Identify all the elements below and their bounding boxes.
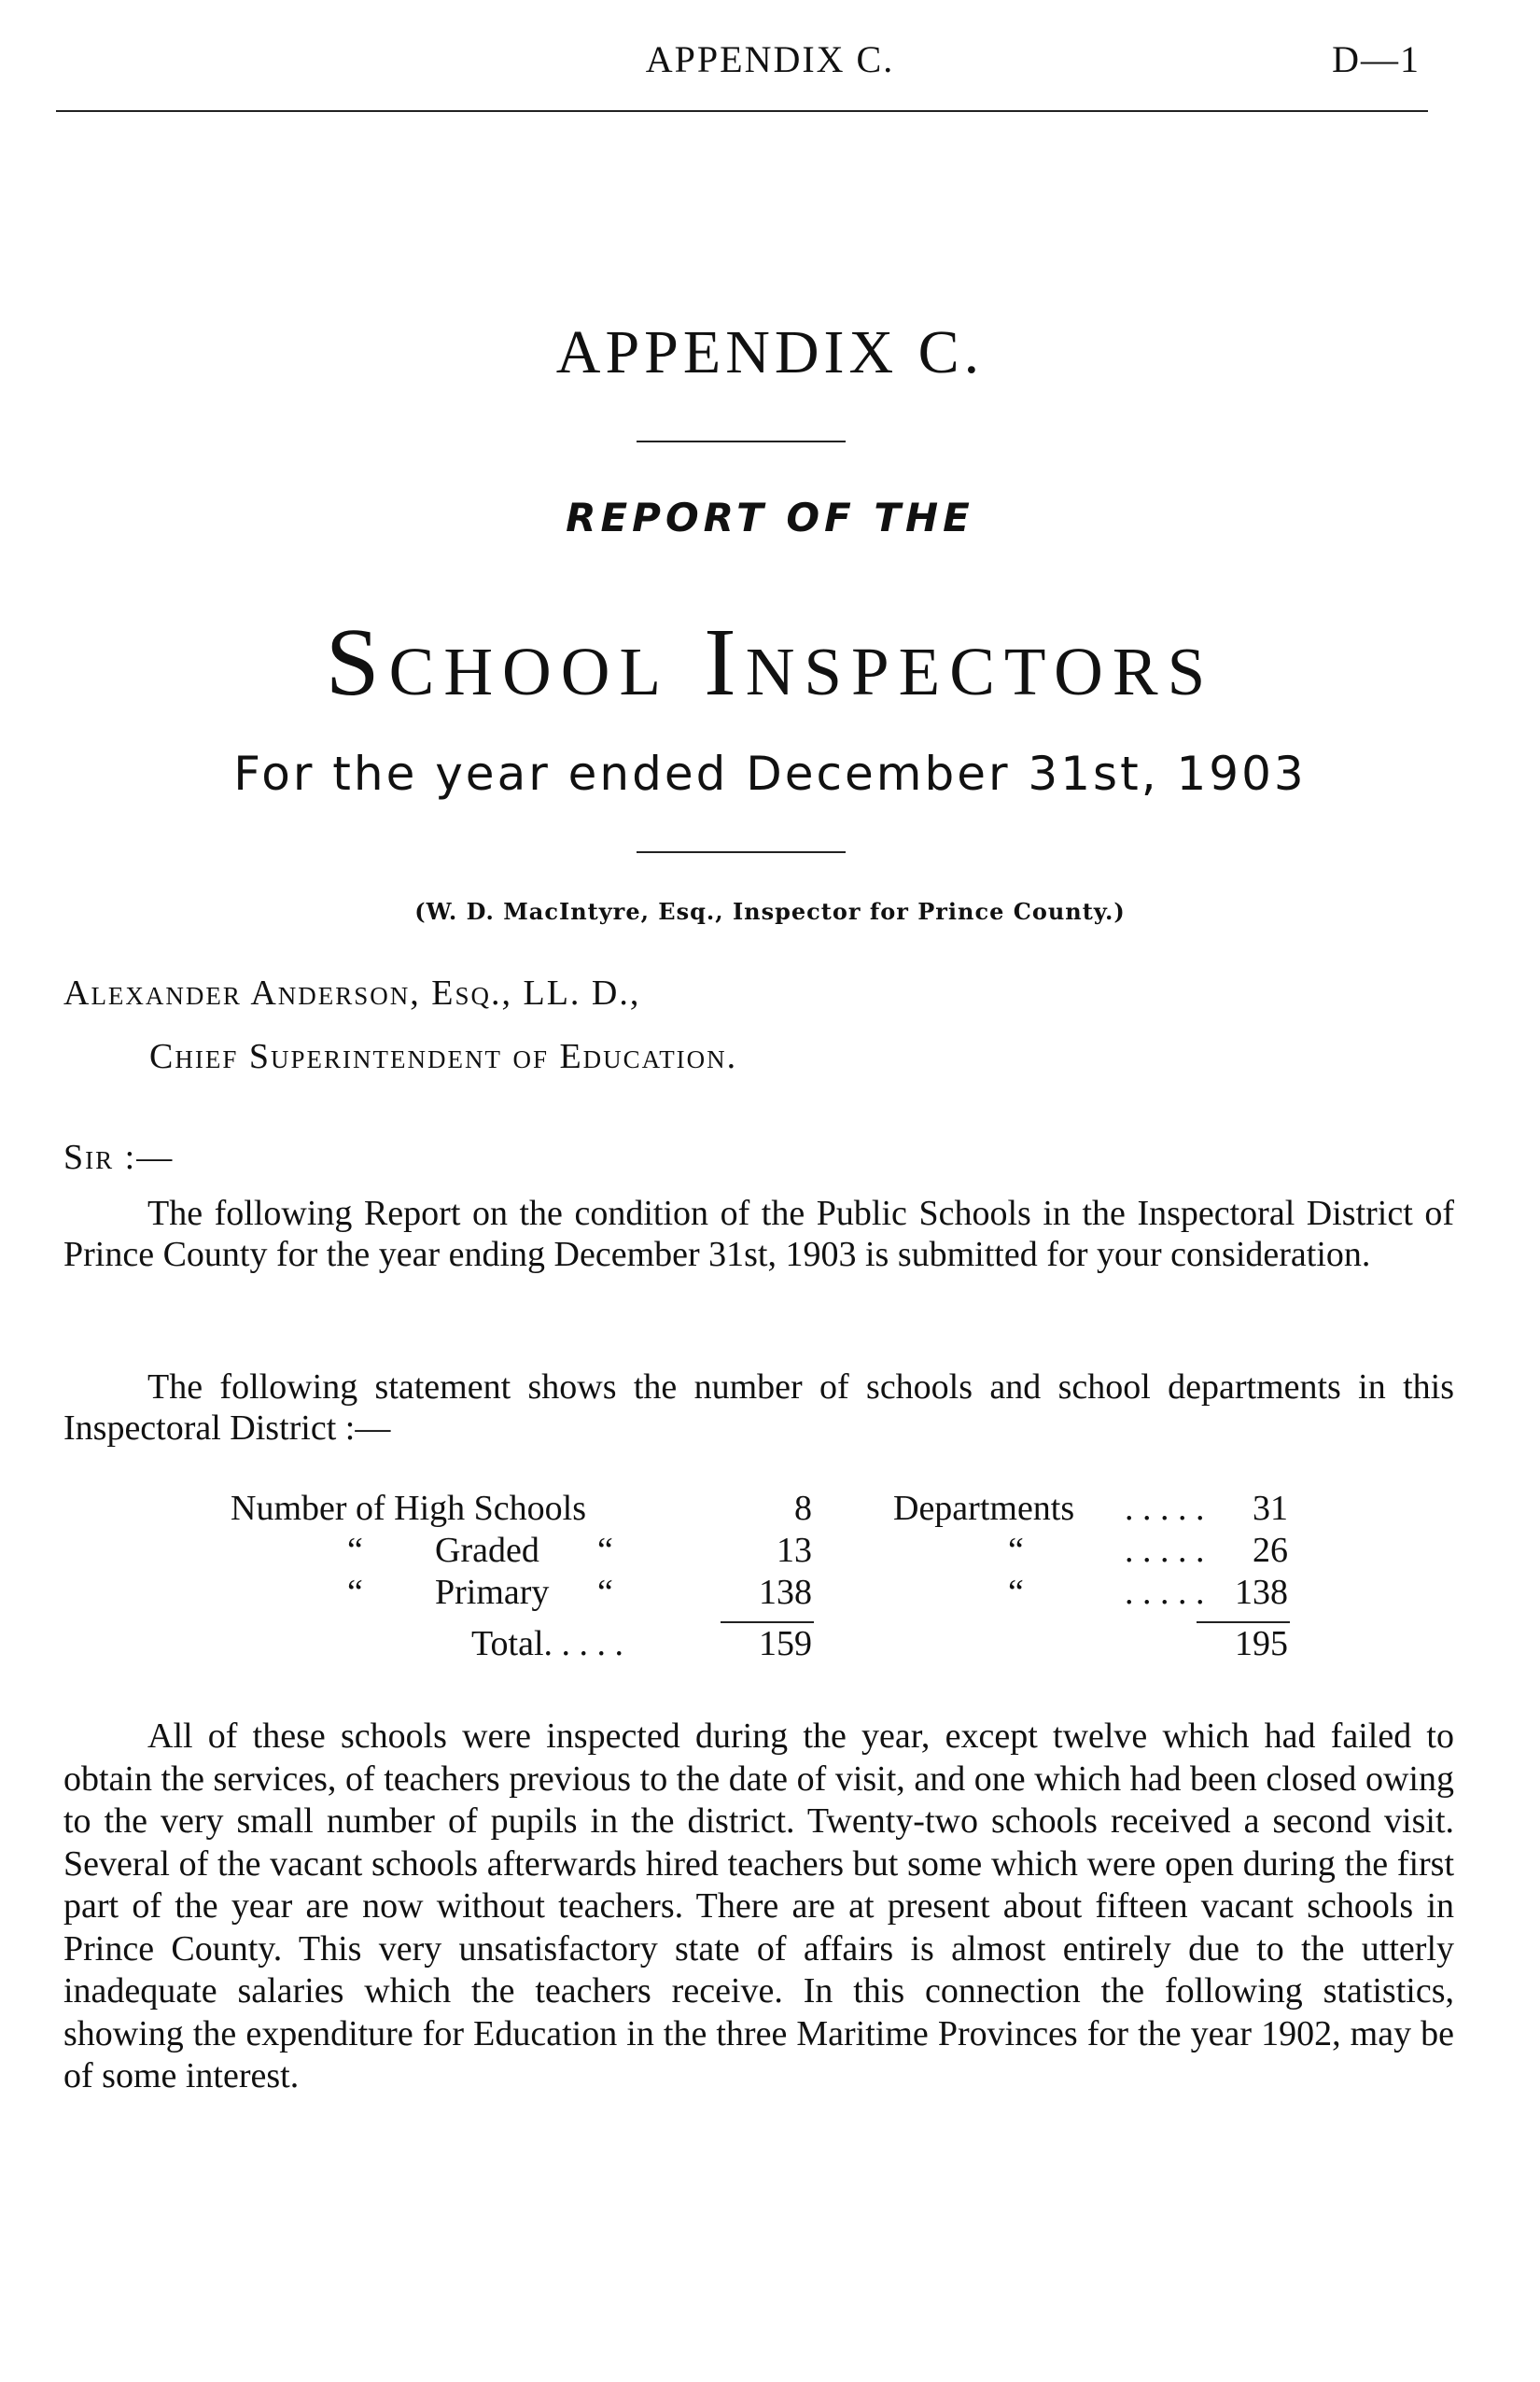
stat-ditto-mark: “ xyxy=(597,1531,613,1570)
stat-schools-count: 138 xyxy=(759,1573,812,1612)
stat-dept-ditto: “ xyxy=(1008,1573,1024,1612)
school-inspectors-title: School Inspectors xyxy=(325,609,1215,716)
schools-statistics-table xyxy=(0,1488,1540,1674)
paragraph-intro: The following Report on the condition of the Public Schools in the Inspectoral District of Prince County for the year ending December 31st, 1903 is submitted for your consideration. xyxy=(63,1194,1454,1274)
stat-dept-label: Departments xyxy=(893,1489,1075,1528)
running-head xyxy=(0,37,1540,84)
stat-ditto-mark: “ xyxy=(597,1573,613,1612)
salutation: Sir :— xyxy=(63,1138,175,1177)
stat-total-departments: 195 xyxy=(1235,1624,1288,1663)
stat-dots: . . . . . xyxy=(1125,1573,1205,1612)
stat-departments-count: 138 xyxy=(1235,1573,1288,1612)
subtitle-divider xyxy=(637,851,846,853)
stat-row-kind: Primary xyxy=(435,1573,550,1612)
stat-total-label: Total. . . . . xyxy=(471,1624,624,1663)
page-number: D—1 xyxy=(1332,38,1421,80)
stat-ditto-mark: “ xyxy=(347,1531,363,1570)
report-of-heading: REPORT OF THE xyxy=(566,495,974,540)
stat-row-kind: Graded xyxy=(435,1531,539,1570)
inspector-note: (W. D. MacIntyre, Esq., Inspector for Prince County.) xyxy=(414,898,1126,925)
stat-ditto-mark: “ xyxy=(347,1573,363,1612)
stat-departments-count: 26 xyxy=(1253,1531,1288,1570)
header-rule xyxy=(56,110,1428,112)
addressee-name: Alexander Anderson, Esq., LL. D., xyxy=(63,974,641,1013)
stat-dots: . . . . . xyxy=(1125,1531,1205,1570)
year-subtitle: For the year ended December 31st, 1903 xyxy=(233,747,1307,801)
paragraph-statement: The following statement shows the number of schools and school departments in this Inspectoral District :— xyxy=(63,1367,1454,1448)
stat-total-schools: 159 xyxy=(759,1624,812,1663)
paragraph-inspection: All of these schools were inspected during the year, except twelve which had failed to obtain the services, of teachers previous to the date of visit, and one which had been closed owing to the very small number of pupils in the district. Twenty-two schools received a second visit. Several of the vacant schools afterwards hired teachers but some which were open during the first part of the year are now without teachers. There are at present about fifteen vacant schools in Prince County. This very unsatisfactory state of affairs is almost entirely due to the utterly inadequate salaries which the teachers receive. In this connection the following statistics, showing the expenditure for Education in the three Maritime Provinces for the year 1902, may be of some interest. xyxy=(63,1716,1454,2095)
running-title: APPENDIX C. xyxy=(645,38,895,80)
stat-schools-count: 8 xyxy=(794,1489,812,1528)
stat-departments-count: 31 xyxy=(1253,1489,1288,1528)
stat-dots: . . . . . xyxy=(1125,1489,1205,1528)
stat-row-label: Number of High Schools xyxy=(231,1489,587,1528)
title-divider xyxy=(637,441,846,442)
addressee-title: Chief Superintendent of Education. xyxy=(149,1037,738,1076)
stat-schools-count: 13 xyxy=(777,1531,812,1570)
stat-dept-ditto: “ xyxy=(1008,1531,1024,1570)
appendix-title: APPENDIX C. xyxy=(555,318,985,386)
